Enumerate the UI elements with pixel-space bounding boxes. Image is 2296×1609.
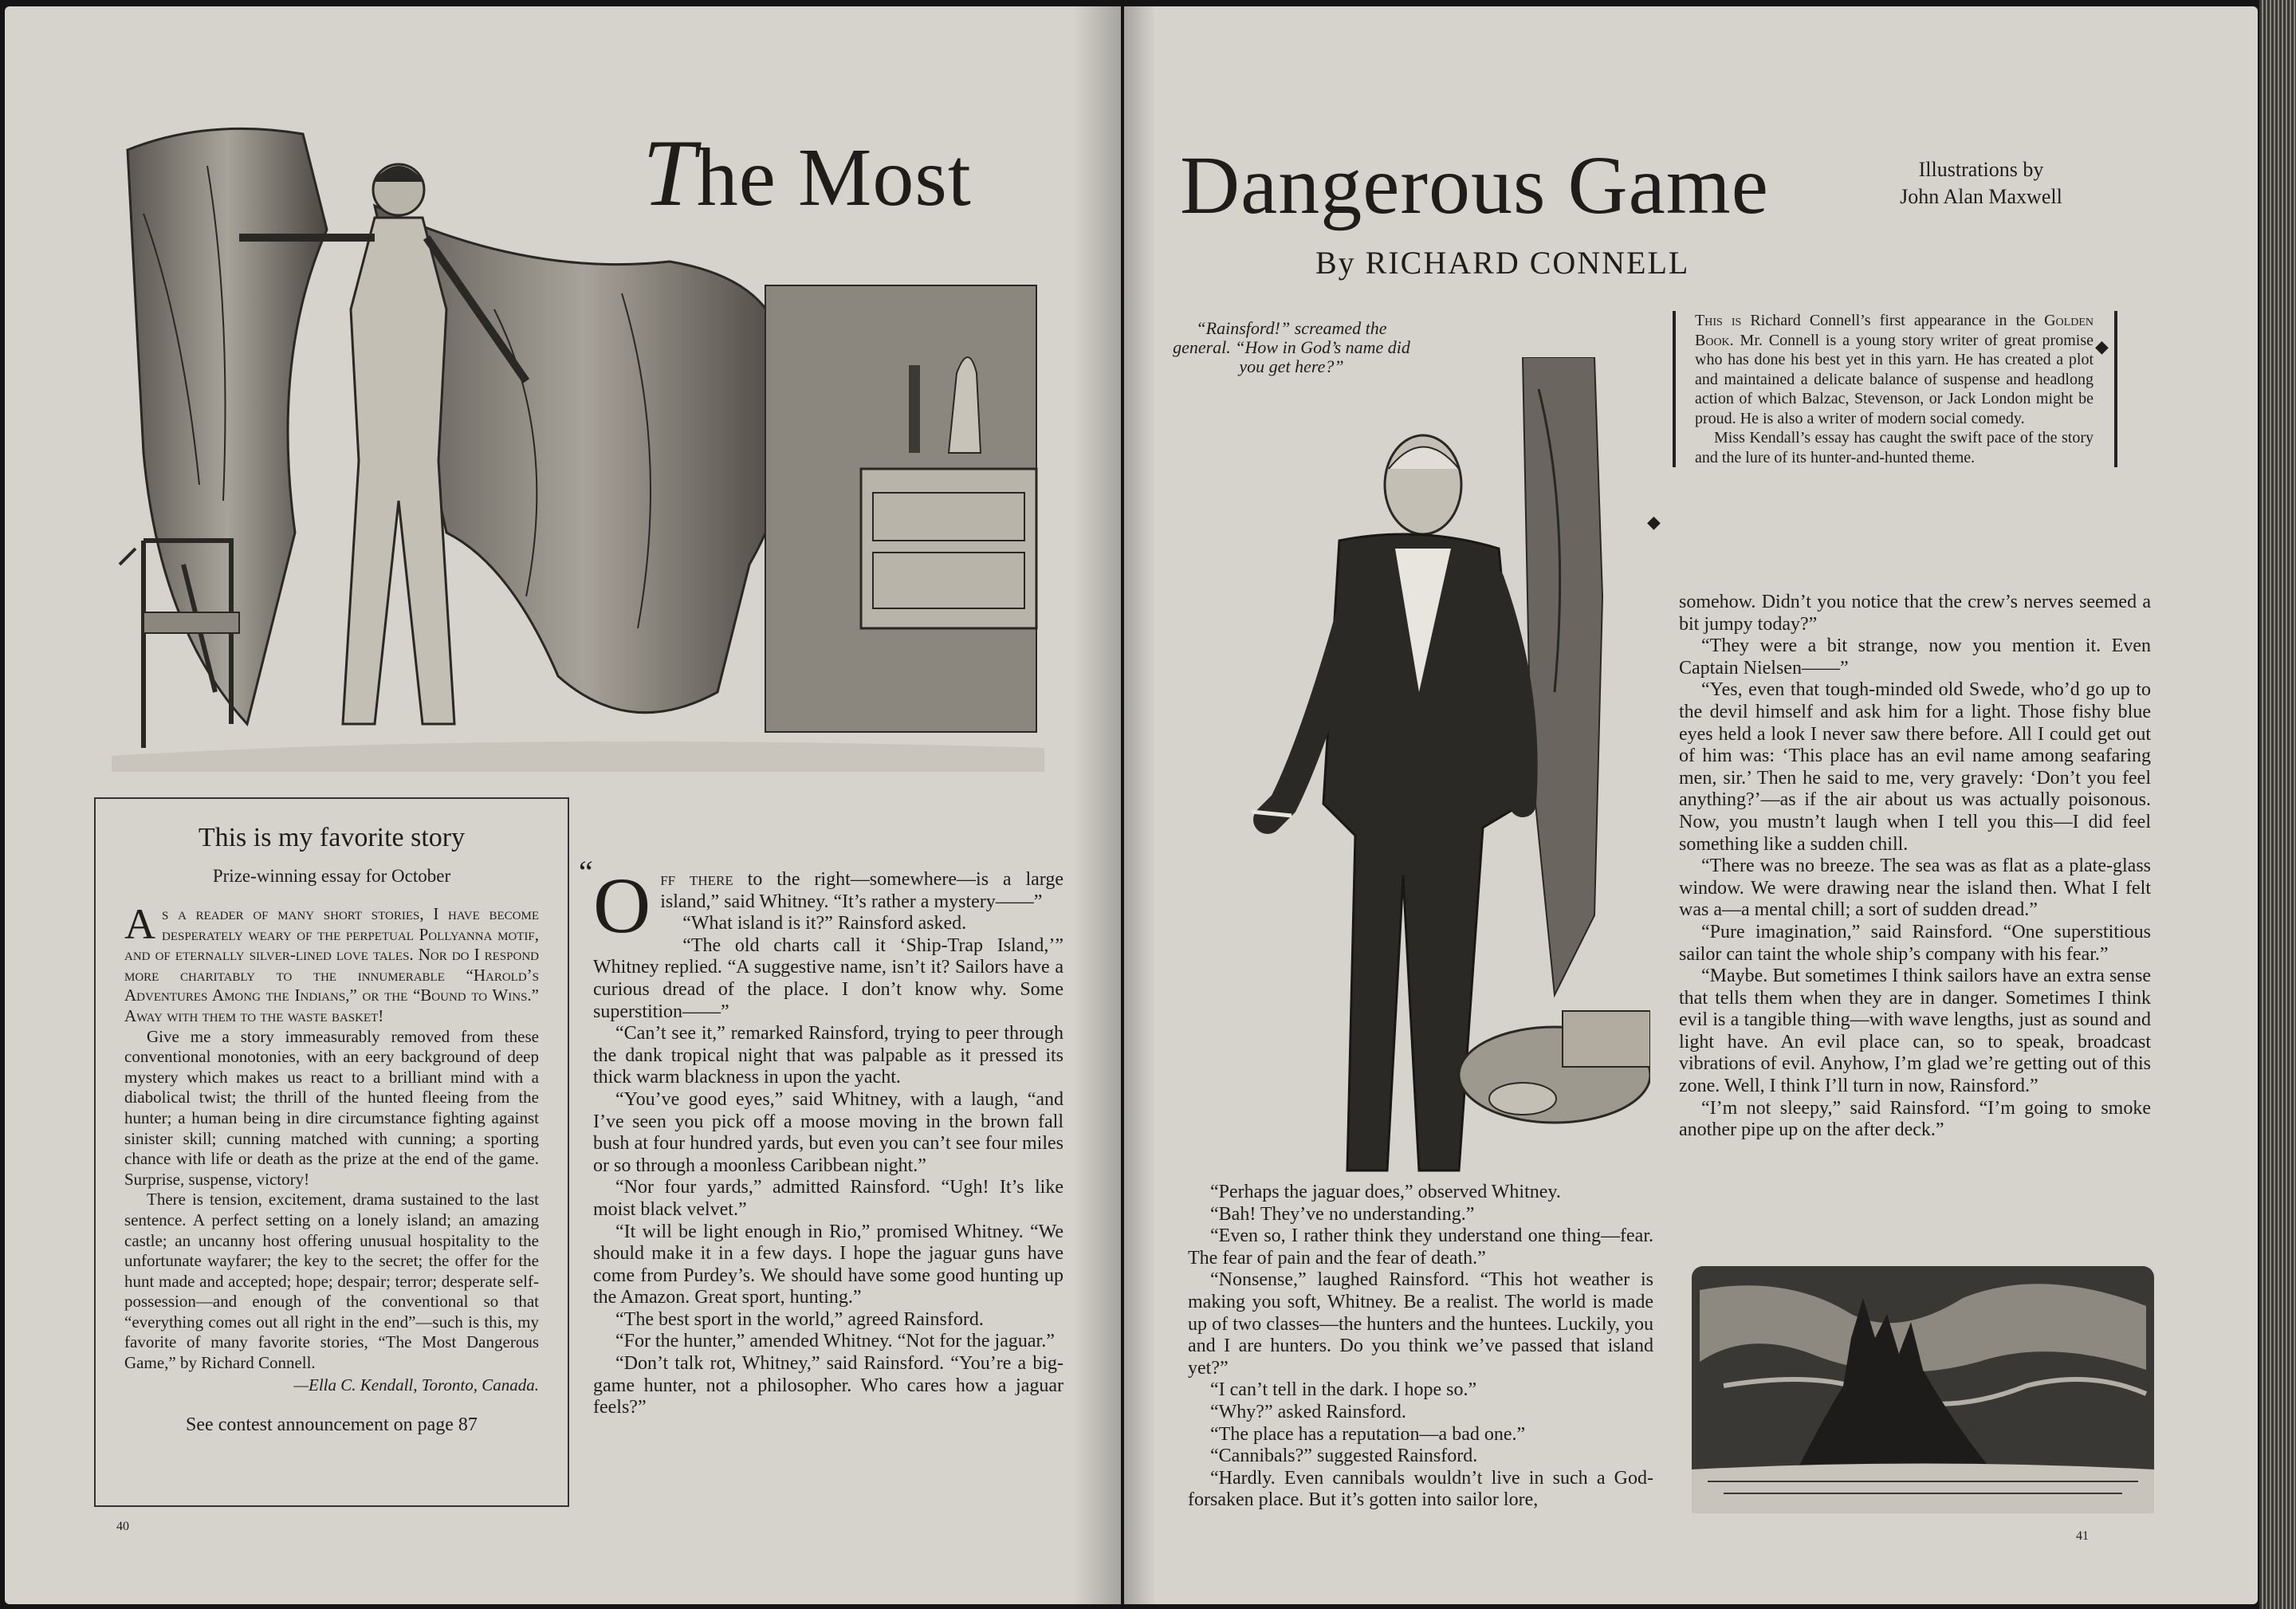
book-page-edges	[2259, 0, 2296, 1609]
story-paragraph: “Nonsense,” laughed Rainsford. “This hot weather is making you soft, Whitney. Be a realist. The world is made up of two classes—the hunters and the huntees. Luckily, you and I are hunters. Do you think we’ve passed that island yet?”	[1188, 1269, 1653, 1379]
page-number-left: 40	[116, 1520, 129, 1533]
story-paragraph: “Even so, I rather think they understand one thing—fear. The fear of pain and the fear of death.”	[1188, 1225, 1653, 1269]
story-paragraph: “Nor four yards,” admitted Rainsford. “Ugh! It’s like moist black velvet.”	[593, 1177, 1063, 1220]
left-gutter-shade	[1073, 6, 1121, 1604]
story-paragraph: Off there to the right—somewhere—is a large island,” said Whitney. “It’s rather a mystery——”	[593, 861, 1063, 950]
title-right-part: Dangerous Game	[1180, 140, 1769, 231]
diamond-ornament-icon: ◆	[1647, 512, 1661, 532]
byline: By RICHARD CONNELL	[1315, 245, 1690, 281]
story-paragraph: “Can’t see it,” remarked Rainsford, trying to peer through the dank tropical night that was palpable as it pressed its thick warm blackness in upon the yacht.	[593, 1023, 1063, 1088]
story-column-2	[1188, 1182, 1653, 1512]
story-column-3	[1679, 592, 2151, 1142]
story-column-1	[579, 854, 1063, 1419]
essay-dropcap: A	[124, 900, 155, 948]
right-gutter-shade	[1124, 6, 1156, 1604]
story-paragraph: “Hardly. Even cannibals wouldn’t live in such a God-forsaken place. But it’s gotten into sailor lore,	[1188, 1467, 1653, 1511]
story-paragraph: “Cannibals?” suggested Rainsford.	[1210, 1446, 1478, 1467]
intro-note-box	[1673, 311, 2117, 467]
story-paragraph: “Bah! They’ve no understanding.”	[1210, 1203, 1475, 1225]
intro-paragraph: Miss Kendall’s essay has caught the swift pace of the story and the lure of its hunter-and-hunted theme.	[1695, 429, 2094, 466]
story-paragraph: “I’m not sleepy,” said Rainsford. “I’m going to smoke another pipe up on the after deck.”	[1679, 1097, 2151, 1141]
illustrations-credit: Illustrations by John Alan Maxwell	[1900, 158, 2062, 208]
story-paragraph: “They were a bit strange, now you mention it. Even Captain Nielsen——”	[1679, 635, 2151, 679]
essay-signature: —Ella C. Kendall, Toronto, Canada.	[293, 1375, 539, 1395]
castle-island-illustration	[1692, 1266, 2154, 1513]
story-paragraph: “The old charts call it ‘Ship-Trap Island,’” Whitney replied. “A suggestive name, isn’t it? Sailors have a curious dread of the place. I don’t know why. Some superstition——”	[593, 934, 1063, 1022]
essay-paragraph: As a reader of many short stories, I have become desperately weary of the perpetual Pollyanna motif, and of eternally silver-lined love tales. Nor do I respond more charitably to the innumerable “Harold’s Adventures Among the Indians,” or the “Bound to Wins.” Away with them to the waste basket!	[124, 900, 539, 1025]
diamond-ornament-icon: ◆	[2095, 336, 2109, 356]
big-initial: O	[593, 861, 651, 950]
story-paragraph: “Why?” asked Rainsford.	[1210, 1401, 1406, 1422]
story-paragraph: “For the hunter,” amended Whitney. “Not for the jaguar.”	[615, 1331, 1055, 1352]
essay-heading: This is my favorite story	[198, 823, 466, 852]
essay-paragraph: There is tension, excitement, drama sustained to the last sentence. A perfect setting on a lonely island; an amazing castle; an uncanny host offering unusual hospitality to the unfortunate wayfarer; the key to the secret; the offer for the hunt made and accepted; hope; despair; terror; desperate self-possession—and enough of the conventional so that “everything comes out all right in the end”—such is this, my favorite of many favorite stories, “The Most Dangerous Game,” by Richard Connell.	[124, 1190, 539, 1373]
essay-paragraph: Give me a story immeasurably removed from these conventional monotonies, with an eery background of deep mystery which makes us react to a brilliant mind with a diabolical twist; the thrill of the hunted fleeing from the hunter; a human being in dire circumstance fighting against sinister skill; cunning matched with cunning; a sporting chance with life or death as the prize at the end of the game. Surprise, suspense, victory!	[124, 1026, 539, 1189]
general-illustration	[1220, 357, 1650, 1186]
story-paragraph: “I can’t tell in the dark. I hope so.”	[1210, 1379, 1477, 1401]
left-page	[5, 6, 1121, 1604]
story-paragraph: “Perhaps the jaguar does,” observed Whitney.	[1210, 1182, 1561, 1202]
story-paragraph: “What island is it?” Rainsford asked.	[682, 913, 967, 934]
contest-announcement: See contest announcement on page 87	[186, 1414, 478, 1435]
story-paragraph: “There was no breeze. The sea was as flat as a plate-glass window. We were drawing near the island then. What I felt was a—a mental chill; a sort of sudden dread.”	[1679, 856, 2151, 921]
opening-quote-mark: “	[579, 854, 593, 890]
essay-box	[94, 797, 569, 1507]
story-paragraph: “Pure imagination,” said Rainsford. “One superstitious sailor can taint the whole ship’s company with his fear.”	[1679, 921, 2151, 965]
title-left-text: he Most	[696, 132, 972, 223]
story-paragraph: “The best sport in the world,” agreed Rainsford.	[615, 1308, 984, 1330]
illustration-caption: “Rainsford!” screamed the general. “How in God’s name did you get here?”	[1173, 318, 1410, 376]
essay-subheading: Prize-winning essay for October	[212, 866, 451, 886]
title-swash-letter: T	[643, 120, 697, 226]
title-left-part	[643, 118, 1089, 228]
intro-paragraph: This is Richard Connell’s first appearance in the Golden Book. Mr. Connell is a young story writer of great promise who has done his best yet in this yarn. He has created a plot and maintained a delicate balance of suspense and headlong action of which Balzac, Stevenson, or Jack London might be proud. He is also a writer of modern social comedy.	[1695, 312, 2094, 427]
page-number-right: 41	[2076, 1529, 2089, 1543]
story-paragraph: “Yes, even that tough-minded old Swede, who’d go up to the devil himself and ask him for a light. Those fishy blue eyes held a look I never saw there before. All I could get out of him was: ‘This place has an evil name among seafaring men, sir.’ Then he said to me, very gravely: ‘Don’t you feel anything?’—as if the air about us was actually poisonous. Now, you mustn’t laugh when I tell you this—I did feel something like a sudden chill.	[1679, 679, 2151, 855]
story-paragraph: “You’ve good eyes,” said Whitney, with a laugh, “and I’ve seen you pick off a moose moving in the brown fall bush at four hundred yards, but even you can’t see four miles or so through a moonless Caribbean night.”	[593, 1088, 1063, 1176]
story-paragraph: somehow. Didn’t you notice that the crew’s nerves seemed a bit jumpy today?”	[1679, 592, 2151, 635]
story-paragraph: “Maybe. But sometimes I think sailors have an extra sense that tells them when they are in danger. Sometimes I think evil is a tangible thing—with wave lengths, just as sound and light have. An evil place can, so to speak, broadcast vibrations of evil. Anyhow, I’m glad we’re getting out of this zone. Well, I think I’ll turn in now, Rainsford.”	[1679, 966, 2151, 1097]
story-paragraph: “The place has a reputation—a bad one.”	[1210, 1423, 1526, 1445]
story-paragraph: “Don’t talk rot, Whitney,” said Rainsford. “You’re a big-game hunter, not a philosopher. Who cares how a jaguar feels?”	[593, 1353, 1063, 1418]
right-page	[1124, 6, 2258, 1604]
story-paragraph: “It will be light enough in Rio,” promised Whitney. “We should make it in a few days. I hope the jaguar guns have come from Purdey’s. We should have some good hunting up the Amazon. Great sport, hunting.”	[593, 1221, 1063, 1308]
